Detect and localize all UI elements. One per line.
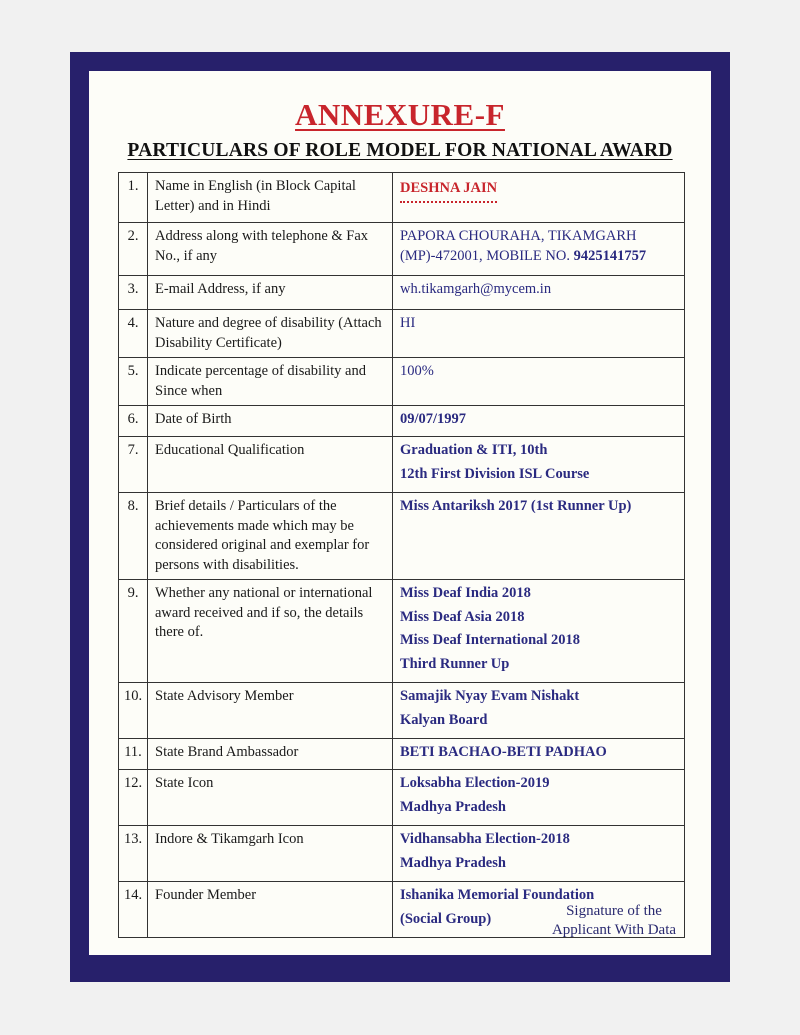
row-label: Date of Birth bbox=[148, 406, 393, 437]
table-row bbox=[119, 173, 685, 223]
row-number: 6. bbox=[119, 406, 148, 437]
value-text: PAPORA CHOURAHA, TIKAMGARH (MP)-472001, MOBILE NO. bbox=[400, 228, 637, 264]
value-text: Miss Antariksh 2017 (1st Runner Up) bbox=[400, 498, 632, 514]
row-number: 12. bbox=[119, 770, 148, 826]
document-title: ANNEXURE-F bbox=[295, 97, 505, 132]
row-number: 2. bbox=[119, 223, 148, 276]
document-subtitle: PARTICULARS OF ROLE MODEL FOR NATIONAL AWARD bbox=[127, 140, 673, 161]
value-line: Kalyan Board bbox=[400, 711, 488, 728]
particulars-table bbox=[118, 172, 685, 938]
signature-block bbox=[534, 902, 694, 940]
row-label: Name in English (in Block Capital Letter) and in Hindi bbox=[148, 173, 393, 223]
table-row bbox=[119, 580, 685, 683]
row-label: Nature and degree of disability (Attach Disability Certificate) bbox=[148, 310, 393, 358]
row-number: 7. bbox=[119, 437, 148, 493]
value-line: (Social Group) bbox=[400, 910, 492, 927]
row-number: 5. bbox=[119, 358, 148, 406]
mobile-number: 9425141757 bbox=[573, 247, 647, 264]
value-text: HI bbox=[400, 315, 416, 331]
row-label: Founder Member bbox=[148, 882, 393, 938]
row-label: Indicate percentage of disability and Since when bbox=[148, 358, 393, 406]
row-label: State Icon bbox=[148, 770, 393, 826]
table-row bbox=[119, 223, 685, 276]
row-value bbox=[393, 173, 685, 223]
row-value bbox=[393, 826, 685, 882]
table-row bbox=[119, 739, 685, 770]
value-line: Miss Deaf Asia 2018 bbox=[400, 608, 525, 625]
row-number: 9. bbox=[119, 580, 148, 683]
table-row bbox=[119, 770, 685, 826]
value-text: BETI BACHAO-BETI PADHAO bbox=[400, 744, 607, 760]
row-value bbox=[393, 406, 685, 437]
row-label: State Advisory Member bbox=[148, 683, 393, 739]
table-row bbox=[119, 826, 685, 882]
row-label: State Brand Ambassador bbox=[148, 739, 393, 770]
value-line: Miss Deaf India 2018 bbox=[400, 585, 531, 601]
value-line: Vidhansabha Election-2018 bbox=[400, 831, 570, 847]
table-row bbox=[119, 276, 685, 310]
table-row bbox=[119, 683, 685, 739]
row-number: 1. bbox=[119, 173, 148, 223]
row-number: 8. bbox=[119, 493, 148, 580]
table-row bbox=[119, 437, 685, 493]
value-line: Madhya Pradesh bbox=[400, 854, 506, 871]
row-label: Educational Qualification bbox=[148, 437, 393, 493]
row-value bbox=[393, 770, 685, 826]
signature-line-1: Signature of the bbox=[566, 903, 662, 919]
table-row bbox=[119, 493, 685, 580]
row-label: Indore & Tikamgarh Icon bbox=[148, 826, 393, 882]
row-number: 13. bbox=[119, 826, 148, 882]
document-border-frame bbox=[70, 52, 730, 982]
signature-line-2: Applicant With Data bbox=[551, 922, 677, 938]
value-line: Third Runner Up bbox=[400, 655, 510, 672]
row-value bbox=[393, 358, 685, 406]
row-value bbox=[393, 276, 685, 310]
row-value bbox=[393, 580, 685, 683]
row-number: 11. bbox=[119, 739, 148, 770]
row-value bbox=[393, 223, 685, 276]
table-row bbox=[119, 358, 685, 406]
row-value bbox=[393, 739, 685, 770]
value-line: Ishanika Memorial Foundation bbox=[400, 887, 595, 903]
value-text: wh.tikamgarh@mycem.in bbox=[400, 281, 552, 297]
row-value bbox=[393, 310, 685, 358]
applicant-name: DESHNA JAIN bbox=[400, 179, 497, 203]
row-number: 4. bbox=[119, 310, 148, 358]
row-label: Whether any national or international award received and if so, the details there of. bbox=[148, 580, 393, 683]
row-number: 3. bbox=[119, 276, 148, 310]
row-number: 14. bbox=[119, 882, 148, 938]
row-value bbox=[393, 493, 685, 580]
row-value bbox=[393, 683, 685, 739]
row-value bbox=[393, 437, 685, 493]
value-text: 09/07/1997 bbox=[400, 411, 467, 427]
table-row bbox=[119, 310, 685, 358]
row-label: E-mail Address, if any bbox=[148, 276, 393, 310]
row-label: Brief details / Particulars of the achievements made which may be considered original and exemplar for persons with disabilities. bbox=[148, 493, 393, 580]
row-label: Address along with telephone & Fax No., if any bbox=[148, 223, 393, 276]
table-row bbox=[119, 406, 685, 437]
value-line: Miss Deaf International 2018 bbox=[400, 632, 581, 648]
value-line: Graduation & ITI, 10th bbox=[400, 442, 548, 458]
value-line: Loksabha Election-2019 bbox=[400, 775, 550, 791]
value-line: Madhya Pradesh bbox=[400, 798, 506, 815]
value-line: 12th First Division ISL Course bbox=[400, 465, 590, 482]
row-number: 10. bbox=[119, 683, 148, 739]
value-line: Samajik Nyay Evam Nishakt bbox=[400, 688, 580, 704]
document-sheet bbox=[89, 71, 711, 955]
value-text: 100% bbox=[400, 363, 434, 379]
